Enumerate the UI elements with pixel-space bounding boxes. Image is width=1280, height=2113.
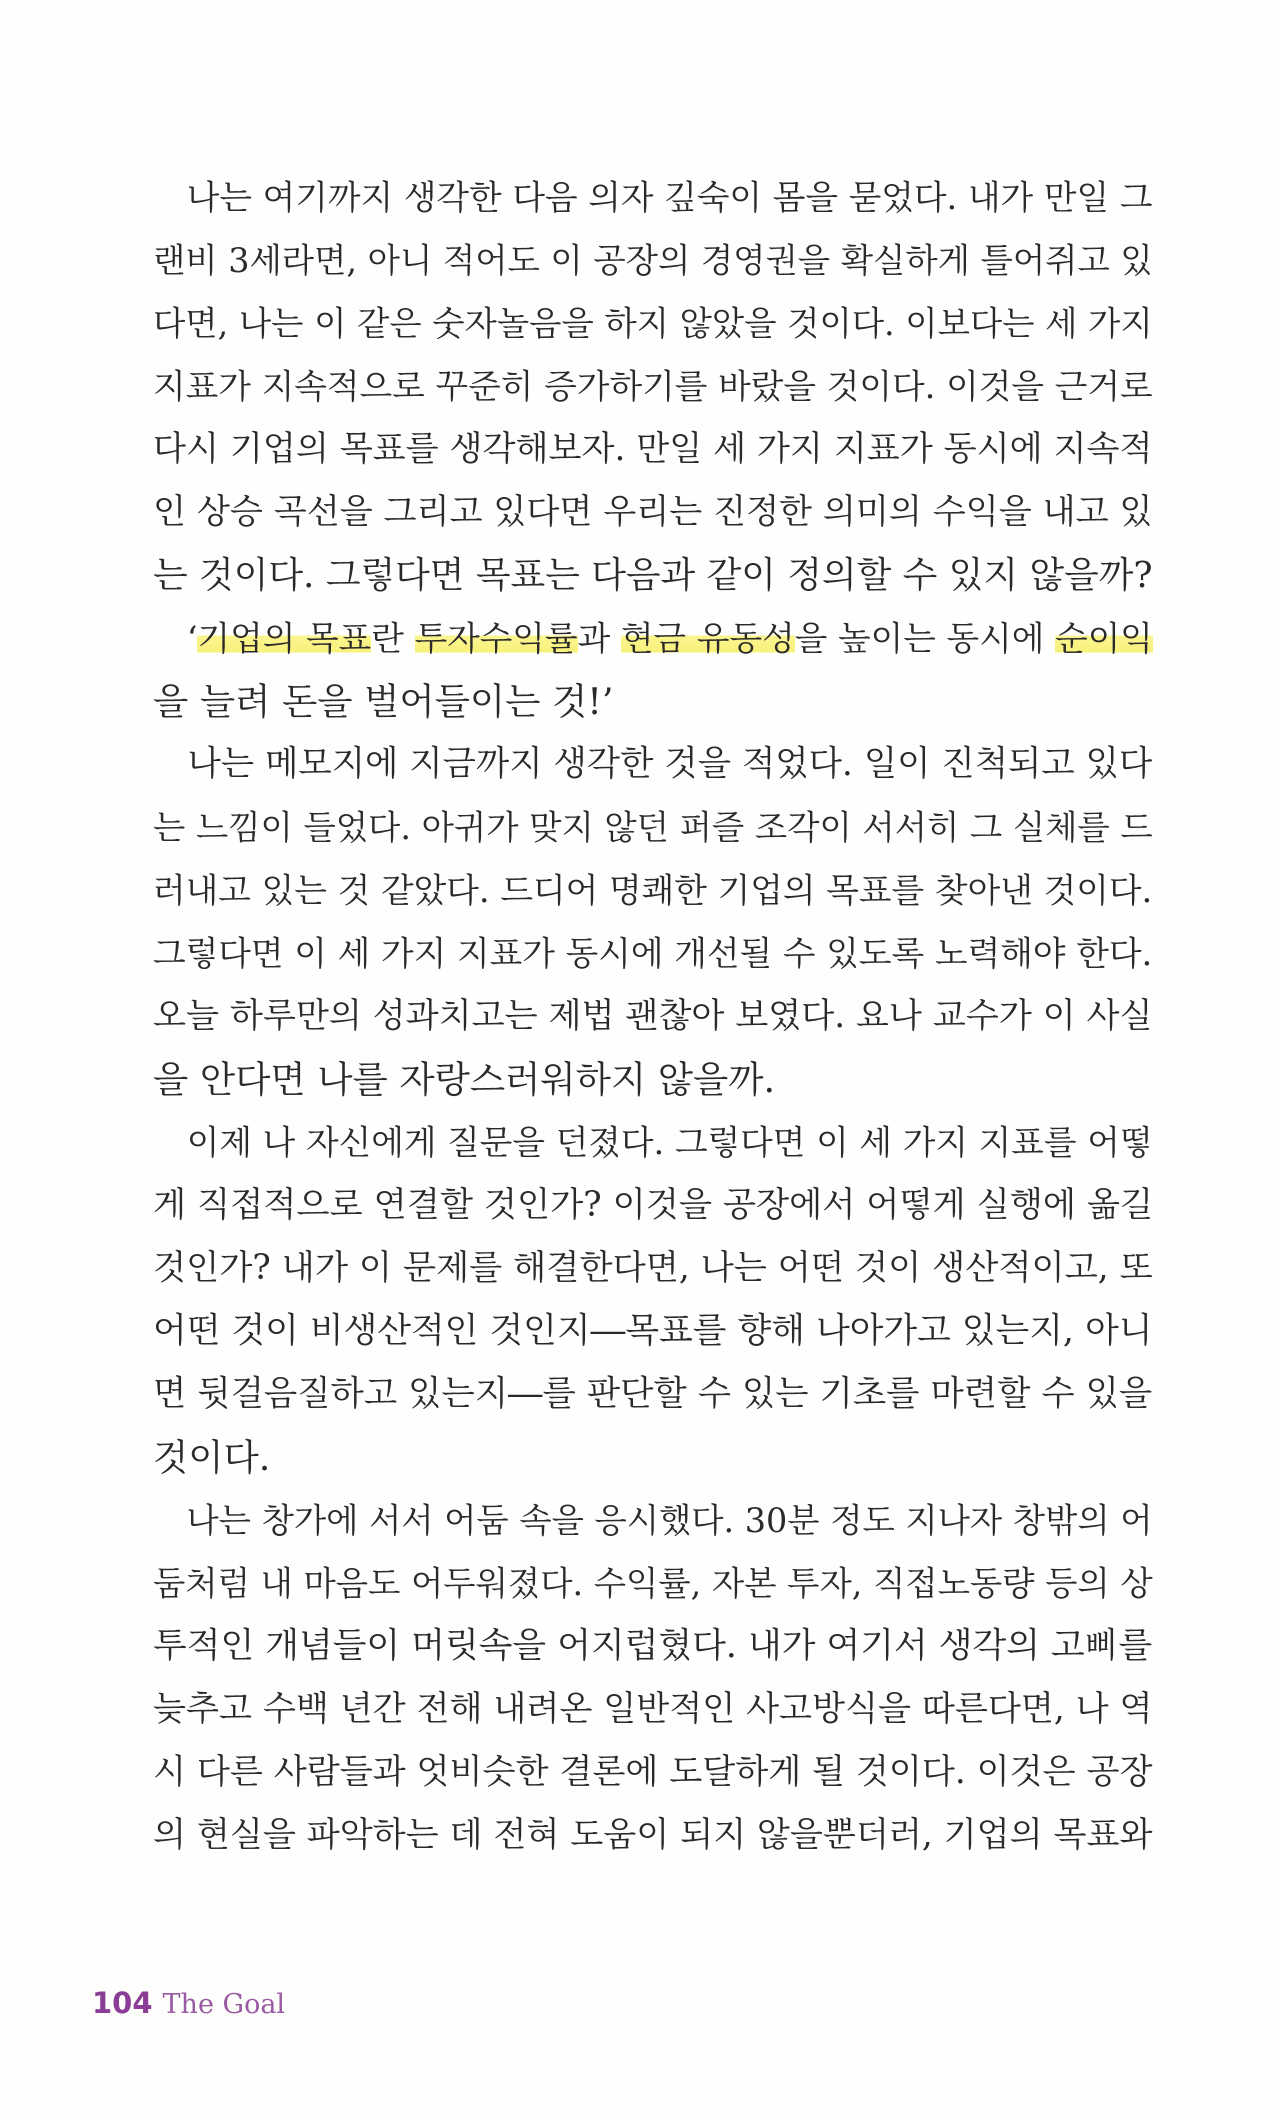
text-line: 오늘 하루만의 성과치고는 제법 괜찮아 보였다. 요나 교수가 이 사실 bbox=[153, 996, 1153, 1036]
book-title: The Goal bbox=[162, 1989, 286, 2020]
text-line: 이제 나 자신에게 질문을 던졌다. 그렇다면 이 세 가지 지표를 어떻 bbox=[153, 1123, 1153, 1162]
text-line: 는 것이다. 그렇다면 목표는 다음과 같이 정의할 수 있지 않을까? bbox=[153, 555, 1153, 596]
text-line: 나는 창가에 서서 어둠 속을 응시했다. 30분 정도 지나자 창밖의 어 bbox=[153, 1501, 1153, 1540]
text-line: 는 느낌이 들었다. 아귀가 맞지 않던 퍼즐 조각이 서서히 그 실체를 드 bbox=[153, 808, 1153, 847]
text-line: 둠처럼 내 마음도 어두워졌다. 수익률, 자본 투자, 직접노동량 등의 상 bbox=[153, 1564, 1153, 1603]
text-line: 나는 여기까지 생각한 다음 의자 깊숙이 몸을 묻었다. 내가 만일 그 bbox=[153, 178, 1153, 217]
text-line: 게 직접적으로 연결할 것인가? 이것을 공장에서 어떻게 실행에 옮길 bbox=[153, 1185, 1154, 1225]
text-line: 랜비 3세라면, 아니 적어도 이 공장의 경영권을 확실하게 틀어쥐고 있 bbox=[153, 241, 1153, 280]
text-line: 을 안다면 나를 자랑스러워하지 않을까. bbox=[153, 1058, 776, 1101]
body-text bbox=[153, 166, 1153, 1867]
text-line: 면 뒷걸음질하고 있는지―를 판단할 수 있는 기초를 마련할 수 있을 bbox=[153, 1374, 1153, 1414]
text-line: 그렇다면 이 세 가지 지표가 동시에 개선될 수 있도록 노력해야 한다. bbox=[153, 934, 1153, 973]
quote-text: 란 bbox=[371, 619, 415, 658]
highlighted-text: 현금 유동성 bbox=[620, 619, 795, 658]
highlighted-text: 순이익 bbox=[1055, 619, 1153, 658]
text-line: 늦추고 수백 년간 전해 내려온 일반적인 사고방식을 따른다면, 나 역 bbox=[153, 1689, 1153, 1729]
highlighted-text: 기업의 목표 bbox=[197, 619, 372, 658]
highlighted-text: 투자수익률 bbox=[414, 619, 578, 658]
text-line: 다시 기업의 목표를 생각해보자. 만일 세 가지 지표가 동시에 지속적 bbox=[153, 429, 1153, 469]
text-line: 인 상승 곡선을 그리고 있다면 우리는 진정한 의미의 수익을 내고 있 bbox=[153, 492, 1153, 532]
page-number: 104 bbox=[92, 1986, 153, 2020]
text-line: 의 현실을 파악하는 데 전혀 도움이 되지 않을뿐더러, 기업의 목표와 bbox=[153, 1815, 1153, 1855]
quote-text: ‘ bbox=[153, 619, 198, 658]
quote-line bbox=[153, 607, 1153, 670]
text-line: 시 다른 사람들과 엇비슷한 결론에 도달하게 될 것이다. 이것은 공장 bbox=[153, 1752, 1153, 1792]
quote-text: 과 bbox=[577, 619, 621, 658]
text-line: 러내고 있는 것 같았다. 드디어 명쾌한 기업의 목표를 찾아낸 것이다. bbox=[153, 871, 1153, 910]
text-line: 어떤 것이 비생산적인 것인지―목표를 향해 나아가고 있는지, 아니 bbox=[153, 1311, 1153, 1351]
text-line: 지표가 지속적으로 꾸준히 증가하기를 바랐을 것이다. 이것을 근거로 bbox=[153, 367, 1153, 406]
text-line: 나는 메모지에 지금까지 생각한 것을 적었다. 일이 진척되고 있다 bbox=[153, 744, 1153, 784]
text-line: 것인가? 내가 이 문제를 해결한다면, 나는 어떤 것이 생산적이고, 또 bbox=[153, 1248, 1153, 1288]
page-footer bbox=[92, 1983, 285, 2023]
text-line: 투적인 개념들이 머릿속을 어지럽혔다. 내가 여기서 생각의 고삐를 bbox=[153, 1626, 1153, 1666]
quote-text: 을 높이는 동시에 bbox=[794, 619, 1056, 658]
quote-line: 을 늘려 돈을 벌어들이는 것!’ bbox=[153, 680, 614, 723]
text-line: 것이다. bbox=[153, 1436, 271, 1479]
text-line: 다면, 나는 이 같은 숫자놀음을 하지 않았을 것이다. 이보다는 세 가지 bbox=[153, 304, 1153, 343]
